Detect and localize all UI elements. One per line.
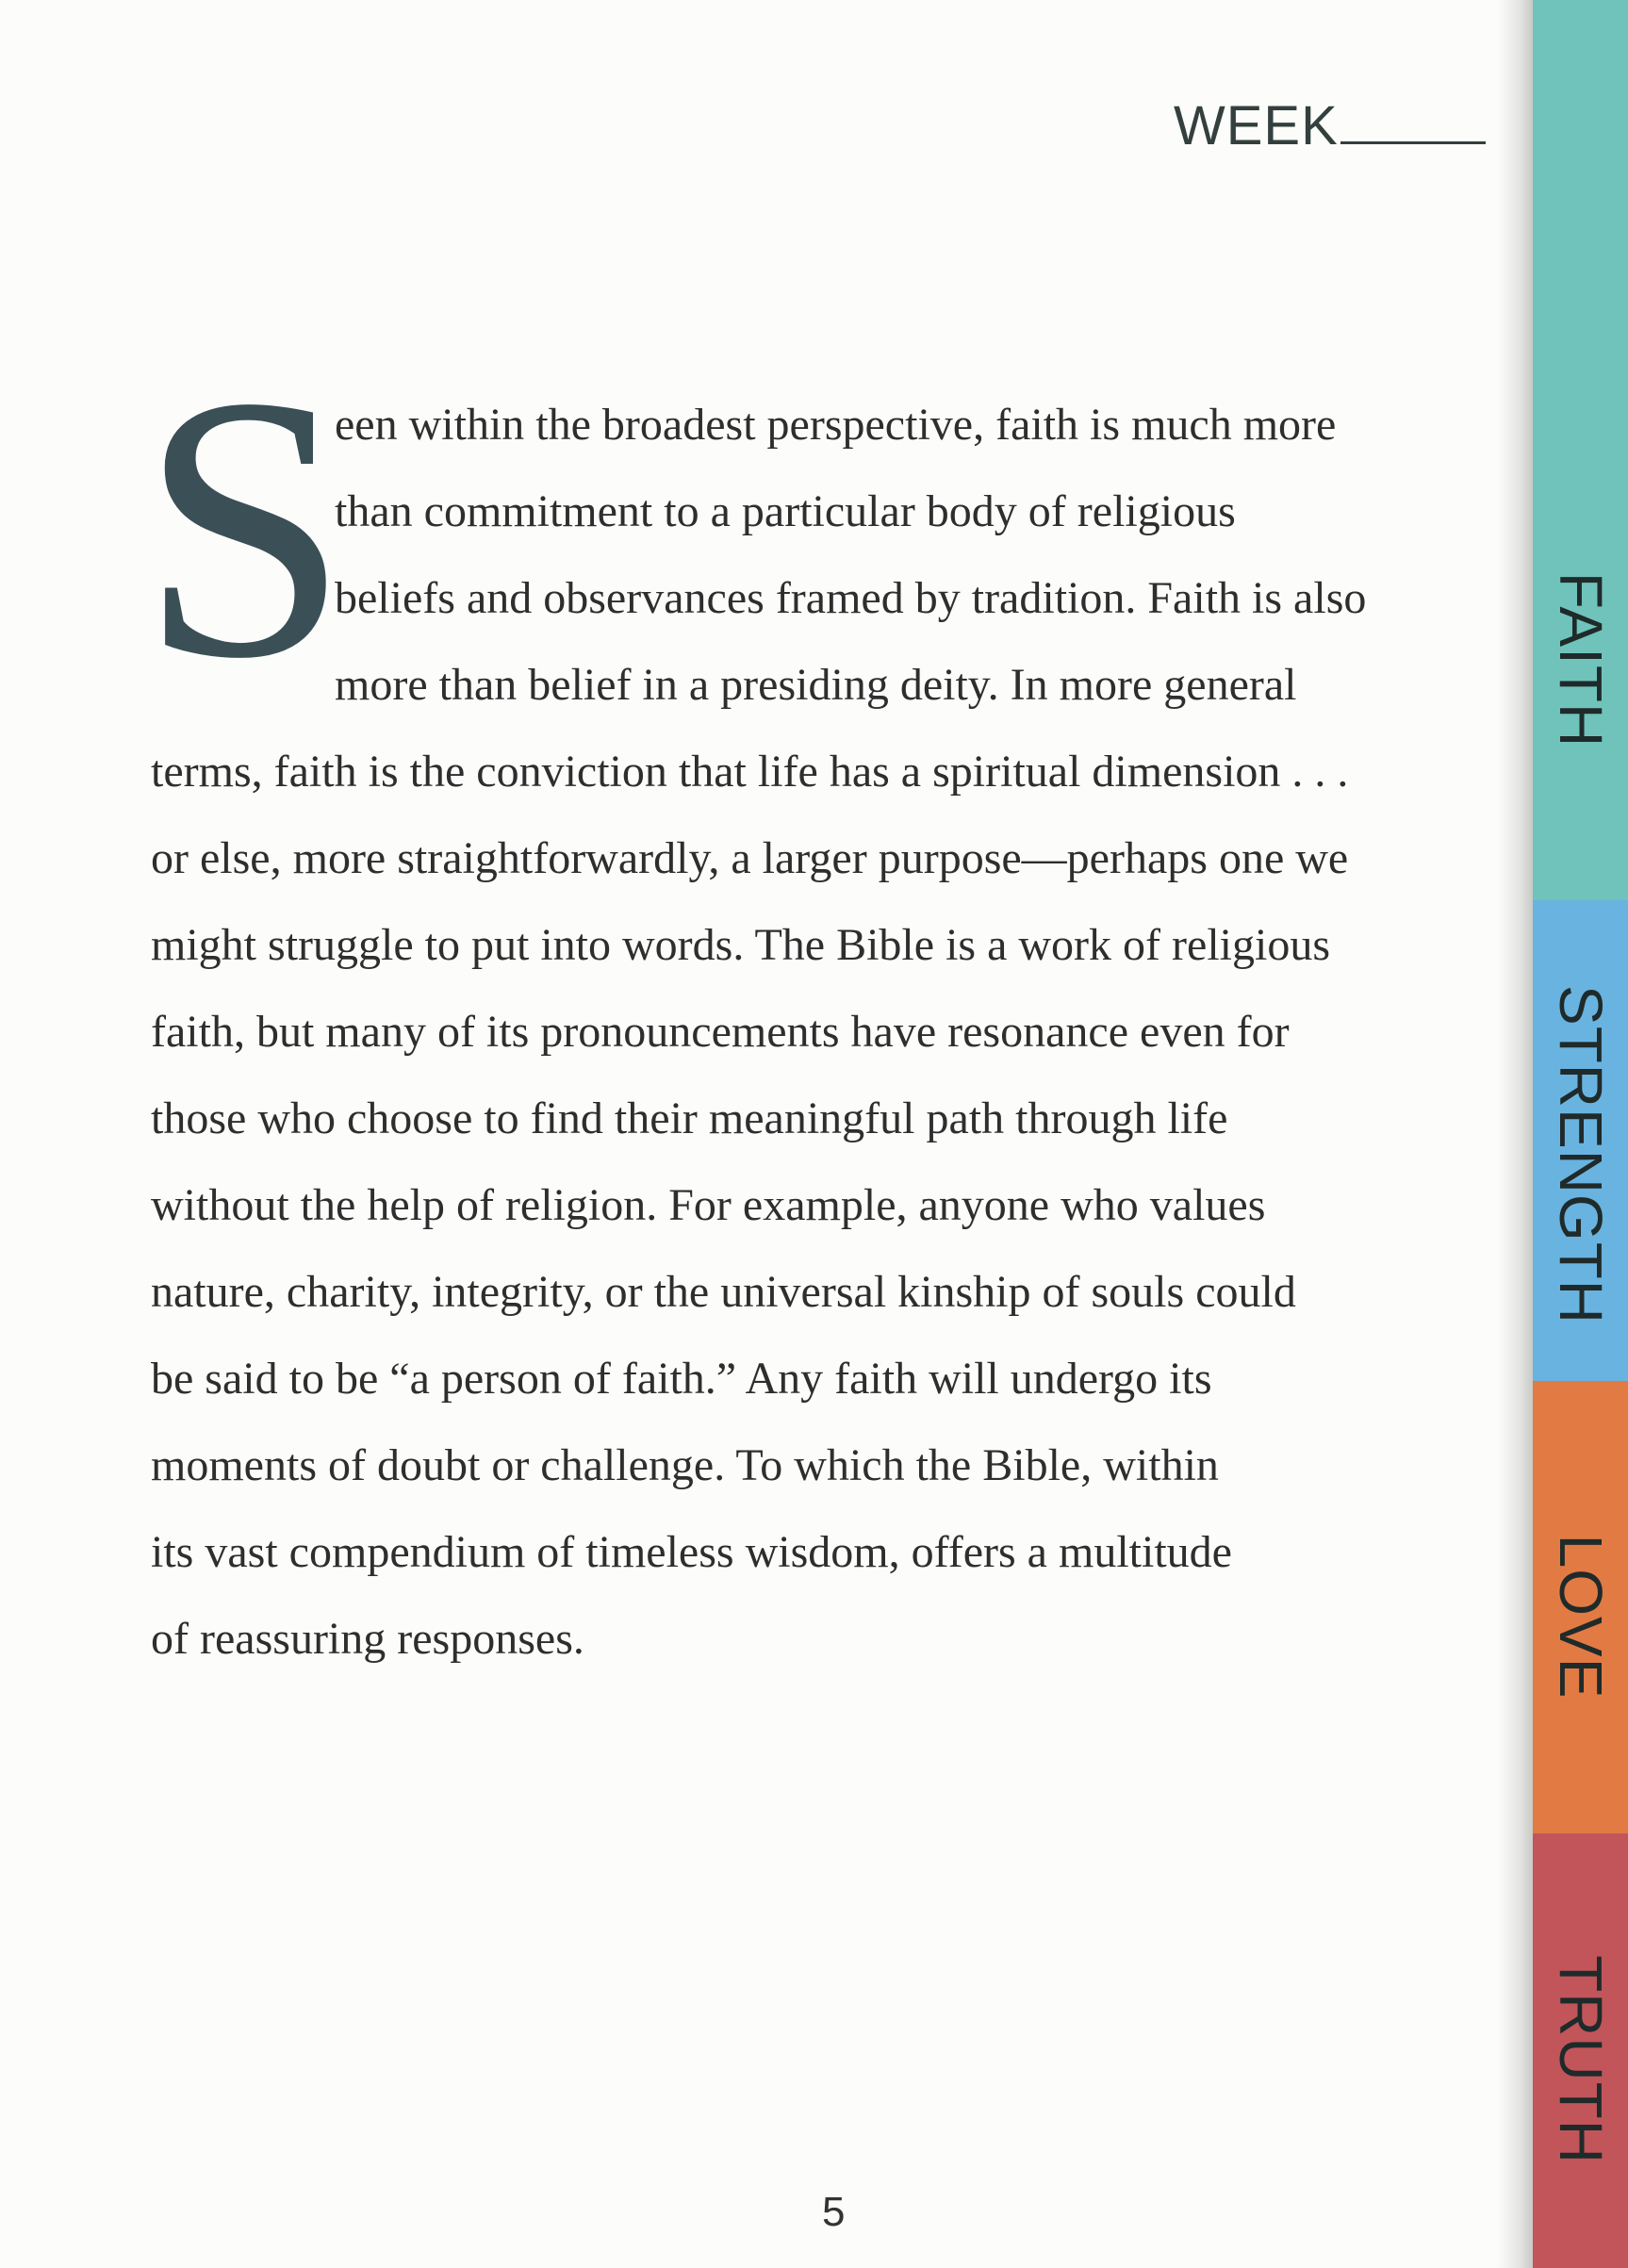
page-number: 5 [822, 2189, 846, 2235]
text-line: without the help of religion. For example, anyone who values [151, 1180, 1266, 1230]
text-line: or else, more straightforwardly, a larger purpose—perhaps one we [151, 833, 1349, 883]
text-line: might struggle to put into words. The Bible is a work of religious [151, 920, 1330, 970]
page-binding-shadow [1497, 0, 1533, 2268]
drop-cap: S [140, 319, 350, 736]
text-line: faith, but many of its pronouncements have resonance even for [151, 1007, 1290, 1057]
tab-love[interactable] [1533, 1381, 1628, 1833]
text-line: een within the broadest perspective, faith is much more [335, 400, 1337, 450]
body-paragraph [151, 382, 1395, 1683]
tab-truth-label: TRUTH [1546, 1955, 1615, 2164]
text-line: than commitment to a particular body of religious [335, 486, 1236, 536]
week-label: WEEK [1174, 95, 1339, 156]
text-line: of reassuring responses. [151, 1614, 584, 1664]
text-line: beliefs and observances framed by tradition. Faith is also [335, 573, 1367, 623]
tab-truth[interactable] [1533, 1833, 1628, 2268]
text-line: terms, faith is the conviction that life has a spiritual dimension . . . [151, 747, 1349, 797]
tab-love-label: LOVE [1546, 1534, 1615, 1700]
tab-faith-label: FAITH [1546, 571, 1615, 748]
tab-strength-label: STRENGTH [1546, 985, 1615, 1324]
week-blank-line [1340, 141, 1486, 144]
tab-faith[interactable] [1533, 0, 1628, 900]
text-line: nature, charity, integrity, or the universal kinship of souls could [151, 1267, 1296, 1317]
text-line: those who choose to find their meaningful path through life [151, 1093, 1228, 1143]
text-line: its vast compendium of timeless wisdom, offers a multitude [151, 1527, 1232, 1577]
text-line: be said to be “a person of faith.” Any faith will undergo its [151, 1354, 1212, 1404]
text-line: more than belief in a presiding deity. In more general [335, 660, 1297, 710]
text-line: moments of doubt or challenge. To which the Bible, within [151, 1440, 1219, 1490]
tab-strength[interactable] [1533, 900, 1628, 1381]
